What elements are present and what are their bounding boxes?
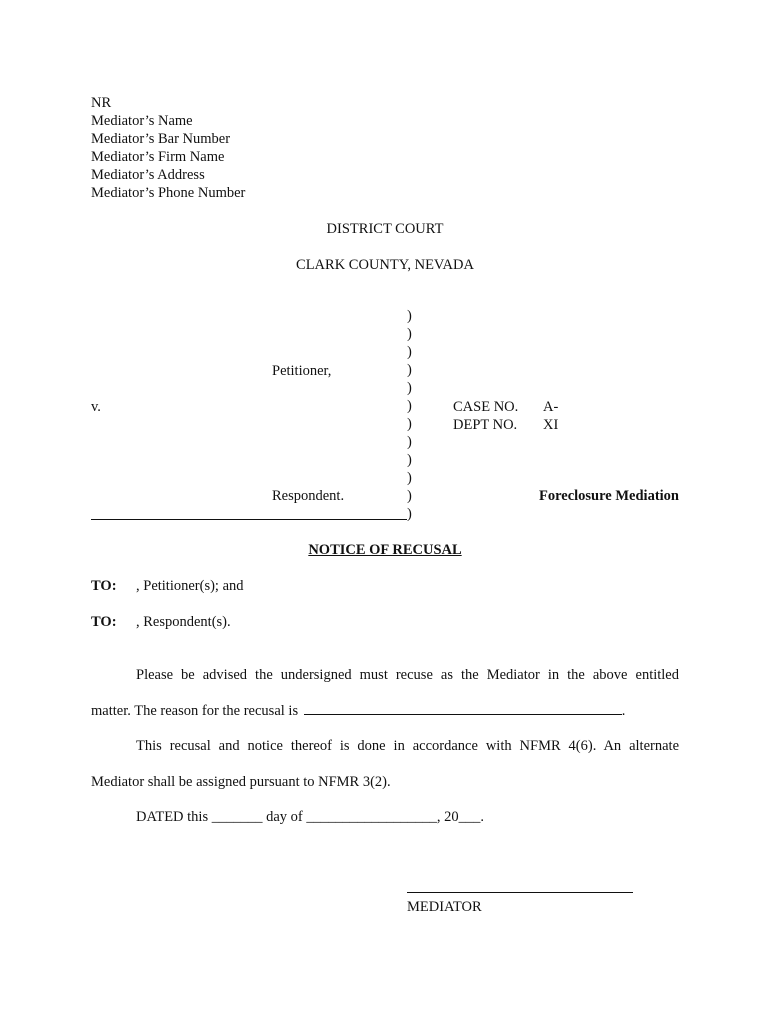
reason-blank — [304, 702, 622, 715]
respondent-label: Respondent. — [272, 488, 345, 504]
body-paragraph-1-line-1: Please be advised the undersigned must recuse as the Mediator in the above entitled — [136, 667, 679, 683]
case-no-label: CASE NO. — [453, 399, 519, 415]
to-petitioner-text: , Petitioner(s); and — [136, 578, 244, 594]
body-paragraph-2-line-1: This recusal and notice thereof is done in accordance with NFMR 4(6). An alternate — [136, 738, 679, 754]
body-paragraph-1-line-2 — [91, 702, 625, 720]
mediator-bar-number: Mediator’s Bar Number — [91, 131, 231, 147]
caption-paren: ) — [407, 470, 412, 486]
mediator-phone: Mediator’s Phone Number — [91, 185, 246, 201]
signature-label: MEDIATOR — [407, 899, 482, 915]
court-county: CLARK COUNTY, NEVADA — [296, 257, 474, 273]
reason-prefix: matter. The reason for the recusal is — [91, 703, 299, 719]
caption-underline — [91, 519, 407, 520]
caption-paren: ) — [407, 308, 412, 324]
case-no-value: A- — [543, 399, 559, 415]
petitioner-label: Petitioner, — [272, 363, 332, 379]
signature-line — [407, 892, 633, 893]
caption-paren: ) — [407, 506, 412, 522]
mediator-name: Mediator’s Name — [91, 113, 193, 129]
caption-paren: ) — [407, 488, 412, 504]
reason-period: . — [621, 703, 626, 719]
caption-paren: ) — [407, 398, 412, 414]
caption-paren: ) — [407, 452, 412, 468]
dept-no-value: XI — [543, 417, 559, 433]
mediator-address: Mediator’s Address — [91, 167, 205, 183]
caption-paren: ) — [407, 344, 412, 360]
caption-paren: ) — [407, 380, 412, 396]
versus-label: v. — [91, 399, 101, 415]
caption-paren: ) — [407, 416, 412, 432]
caption-paren: ) — [407, 362, 412, 378]
body-paragraph-2-line-2: Mediator shall be assigned pursuant to NFMR 3(2). — [91, 774, 391, 790]
matter-type: Foreclosure Mediation — [538, 488, 679, 504]
to-label: TO: — [91, 578, 117, 594]
mediator-firm-name: Mediator’s Firm Name — [91, 149, 225, 165]
document-title: NOTICE OF RECUSAL — [308, 542, 462, 558]
dated-line: DATED this _______ day of __________________, 20___. — [136, 809, 484, 825]
court-name: DISTRICT COURT — [326, 221, 444, 237]
to-label: TO: — [91, 614, 117, 630]
caption-paren: ) — [407, 434, 412, 450]
to-respondent-text: , Respondent(s). — [136, 614, 231, 630]
dept-no-label: DEPT NO. — [453, 417, 518, 433]
caption-paren: ) — [407, 326, 412, 342]
mediator-initials: NR — [91, 95, 112, 111]
